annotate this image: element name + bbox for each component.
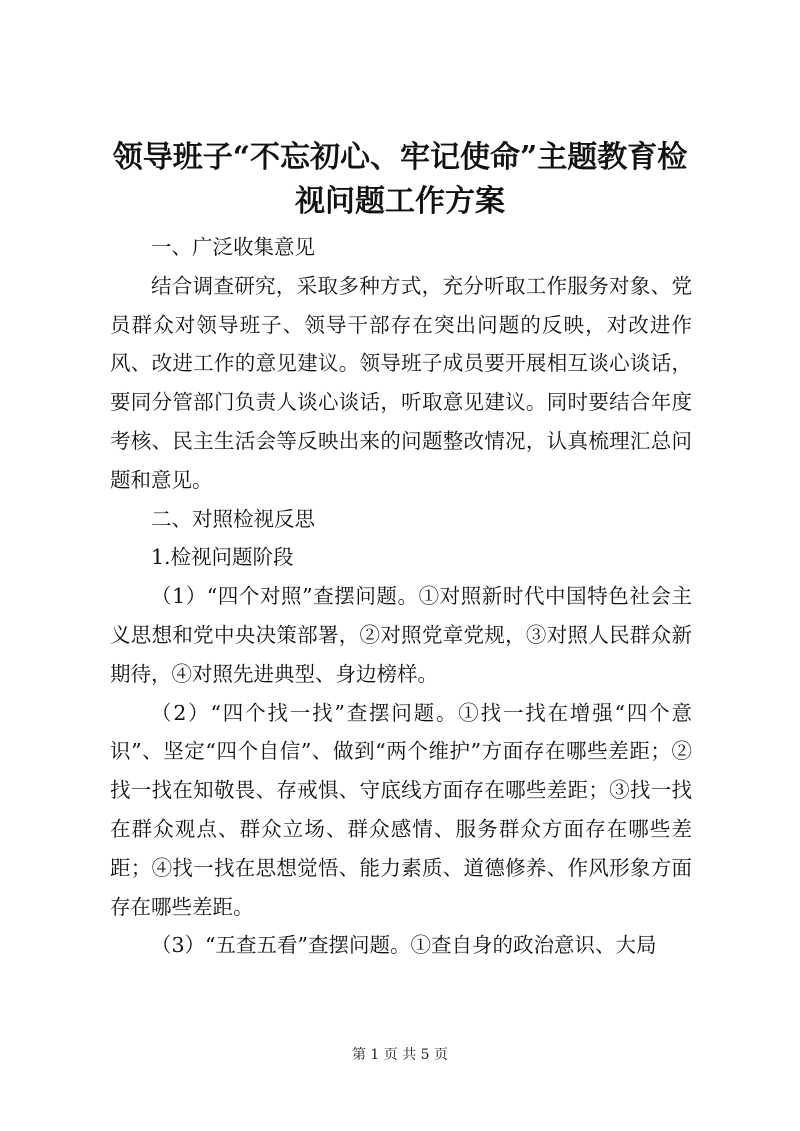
section-heading-2: 二、对照检视反思 xyxy=(151,506,315,531)
subsection-heading: 1.检视问题阶段 xyxy=(151,545,294,570)
body-paragraph: （1）“四个对照”查摆问题。①对照新时代中国特色社会主义思想和党中央决策部署，②对照党章党规，③对照人民群众新期待，④对照先进典型、身边榜样。 xyxy=(110,584,692,686)
body-paragraph: （2）“四个找一找”查摆问题。①找一找在增强“四个意识”、坚定“四个自信”、做到“两个维护”方面存在哪些差距；②找一找在知敬畏、存戒惧、守底线方面存在哪些差距；③找一找在群众观点、群众立场、群众感情、服务群众方面存在哪些差距；④找一找在思想觉悟、能力素质、道德修养、作风形象方面存在哪些差距。 xyxy=(110,700,692,919)
section-heading-1: 一、广泛收集意见 xyxy=(151,235,315,259)
body-paragraph: 结合调查研究，采取多种方式，充分听取工作服务对象、党员群众对领导班子、领导干部存在突出问题的反映，对改进作风、改进工作的意见建议。领导班子成员要开展相互谈心谈话，要同分管部门负责人谈心谈话，听取意见建议。同时要结合年度考核、民主生活会等反映出来的问题整改情况，认真梳理汇总问题和意见。 xyxy=(110,273,692,492)
document-title: 领导班子“不忘初心、牢记使命”主题教育检视问题工作方案 xyxy=(112,140,688,219)
page-number-footer: 第 1 页 共 5 页 xyxy=(351,1047,449,1063)
body-paragraph: （3）“五查五看”查摆问题。①查自身的政治意识、大局 xyxy=(151,933,657,958)
document-body xyxy=(110,228,692,965)
